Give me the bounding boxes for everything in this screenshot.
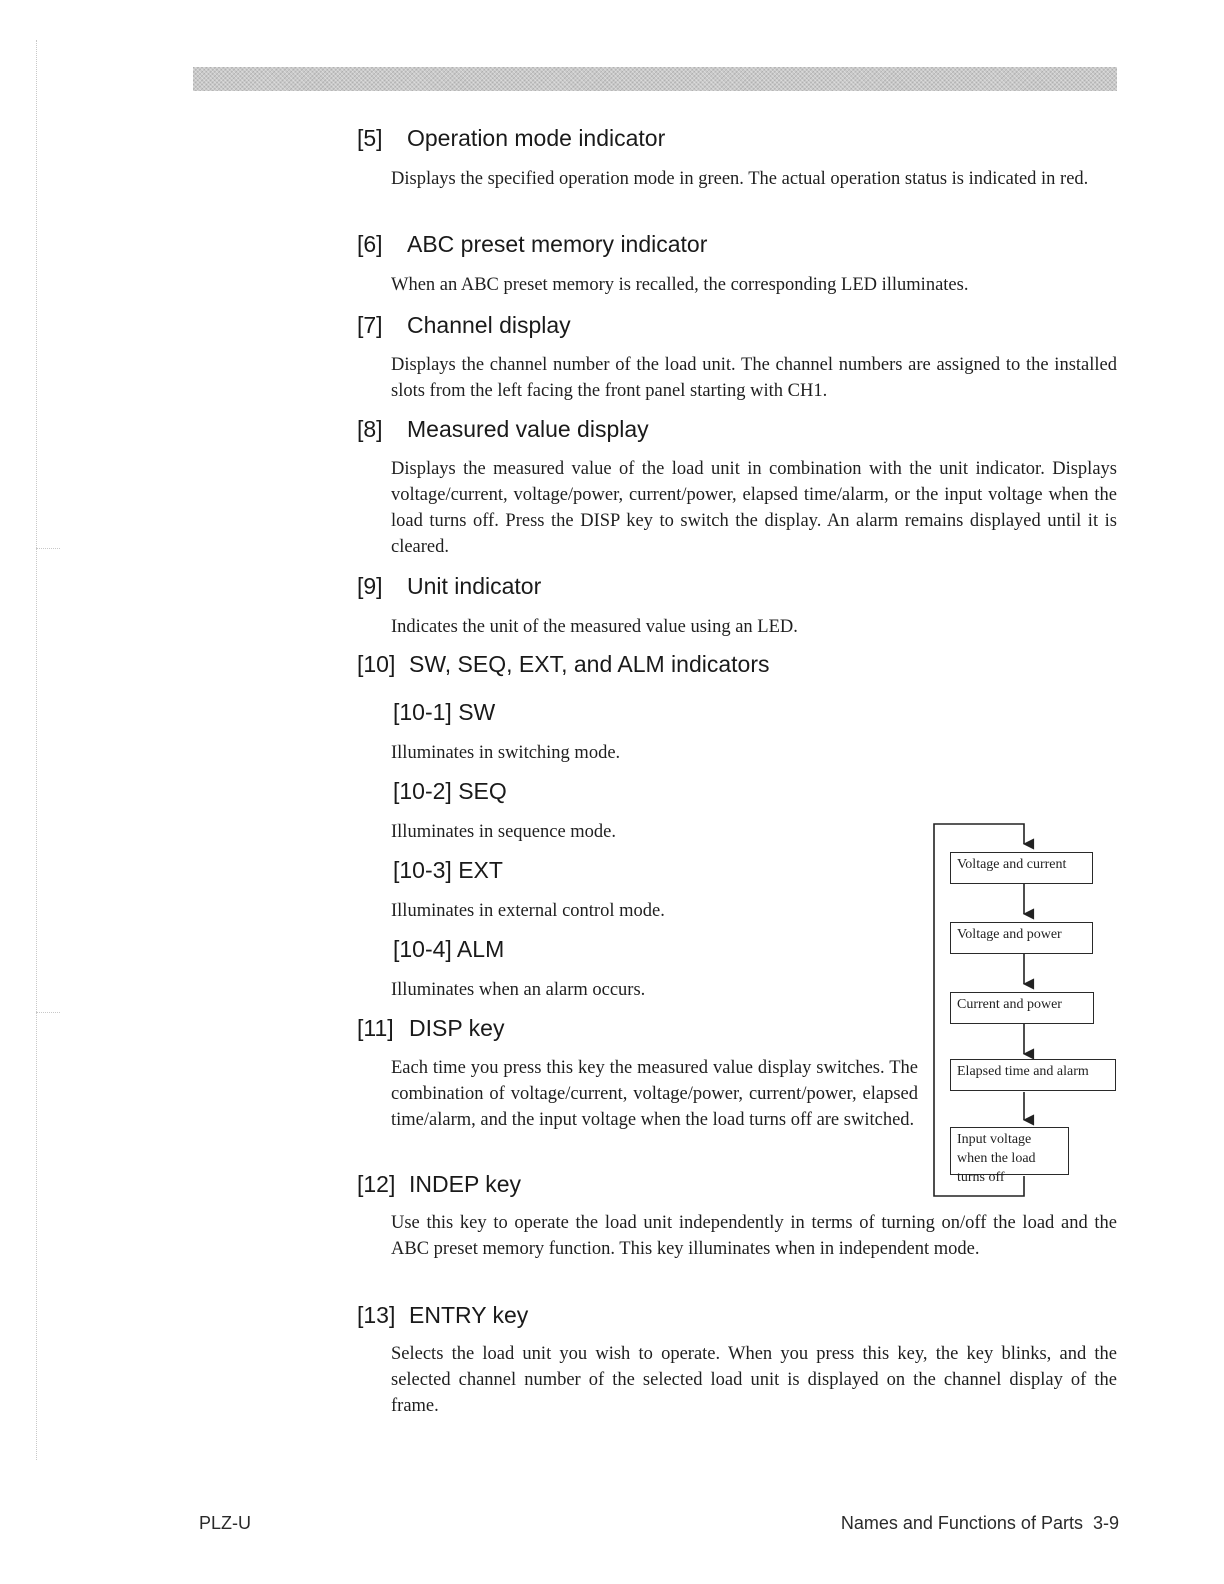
subsection-heading-10-3: [10-3] EXT xyxy=(393,857,503,883)
section-body-9: Indicates the unit of the measured value using an LED. xyxy=(391,617,798,637)
subsection-heading-10-4: [10-4] ALM xyxy=(393,936,505,962)
section-body-8: Displays the measured value of the load unit in combination with the unit indicator. Displays voltage/current, voltage/power, current/power, elapsed time/alarm, or the input voltage when the load turns off. Press the DISP key to switch the display. An alarm remains displayed until it is cleared. xyxy=(391,459,1117,557)
section-heading-13: [13] ENTRY key xyxy=(357,1302,529,1328)
section-heading-11: [11] DISP key xyxy=(357,1015,505,1041)
section-heading-8: [8] Measured value display xyxy=(357,416,649,442)
flow-step-elapsed-alarm: Elapsed time and alarm xyxy=(950,1059,1116,1091)
section-heading-12: [12] INDEP key xyxy=(357,1171,522,1197)
footer-model: PLZ-U xyxy=(199,1513,252,1533)
section-body-6: When an ABC preset memory is recalled, the corresponding LED illuminates. xyxy=(391,275,969,295)
section-body-13: Selects the load unit you wish to operate. When you press this key, the key blinks, and the selected channel number of the selected load unit is displayed on the channel display of the frame. xyxy=(391,1344,1117,1416)
disp-cycle-diagram xyxy=(930,822,1120,1197)
section-body-7: Displays the channel number of the load unit. The channel numbers are assigned to the installed slots from the left facing the front panel starting with CH1. xyxy=(391,355,1117,401)
section-heading-7: [7] Channel display xyxy=(357,312,571,338)
subsection-body-10-1: Illuminates in switching mode. xyxy=(391,743,621,763)
subsection-heading-10-1: [10-1] SW xyxy=(393,699,496,725)
subsection-body-10-4: Illuminates when an alarm occurs. xyxy=(391,980,646,1000)
page-number: 3-9 xyxy=(1092,1513,1119,1533)
scan-margin-tick xyxy=(36,1012,60,1013)
section-heading-5: [5] Operation mode indicator xyxy=(357,125,666,151)
flow-step-current-power: Current and power xyxy=(950,992,1094,1024)
footer-section-title xyxy=(841,1512,1119,1534)
footer-chapter-name: Names and Functions of Parts xyxy=(840,1513,1083,1533)
subsection-body-10-2: Illuminates in sequence mode. xyxy=(391,822,617,842)
header-shaded-bar xyxy=(193,67,1117,91)
flow-step-input-voltage: Input voltage when the load turns off xyxy=(950,1127,1069,1175)
section-body-11: Each time you press this key the measured value display switches. The combination of voltage/current, voltage/power, current/power, elapsed time/alarm, and the input voltage when the load turns off are switched. xyxy=(391,1058,918,1130)
subsection-body-10-3: Illuminates in external control mode. xyxy=(391,901,665,921)
section-heading-10: [10] SW, SEQ, EXT, and ALM indicators xyxy=(357,651,770,677)
section-body-5: Displays the specified operation mode in green. The actual operation status is indicated in red. xyxy=(391,169,1089,189)
section-body-12: Use this key to operate the load unit independently in terms of turning on/off the load and the ABC preset memory function. This key illuminates when in independent mode. xyxy=(391,1213,1117,1259)
scan-margin-tick xyxy=(36,548,60,549)
section-heading-6: [6] ABC preset memory indicator xyxy=(357,231,708,257)
section-heading-9: [9] Unit indicator xyxy=(357,573,542,599)
flow-step-voltage-power: Voltage and power xyxy=(950,922,1093,954)
flow-step-voltage-current: Voltage and current xyxy=(950,852,1093,884)
scan-margin-line xyxy=(36,40,37,1460)
subsection-heading-10-2: [10-2] SEQ xyxy=(393,778,507,804)
